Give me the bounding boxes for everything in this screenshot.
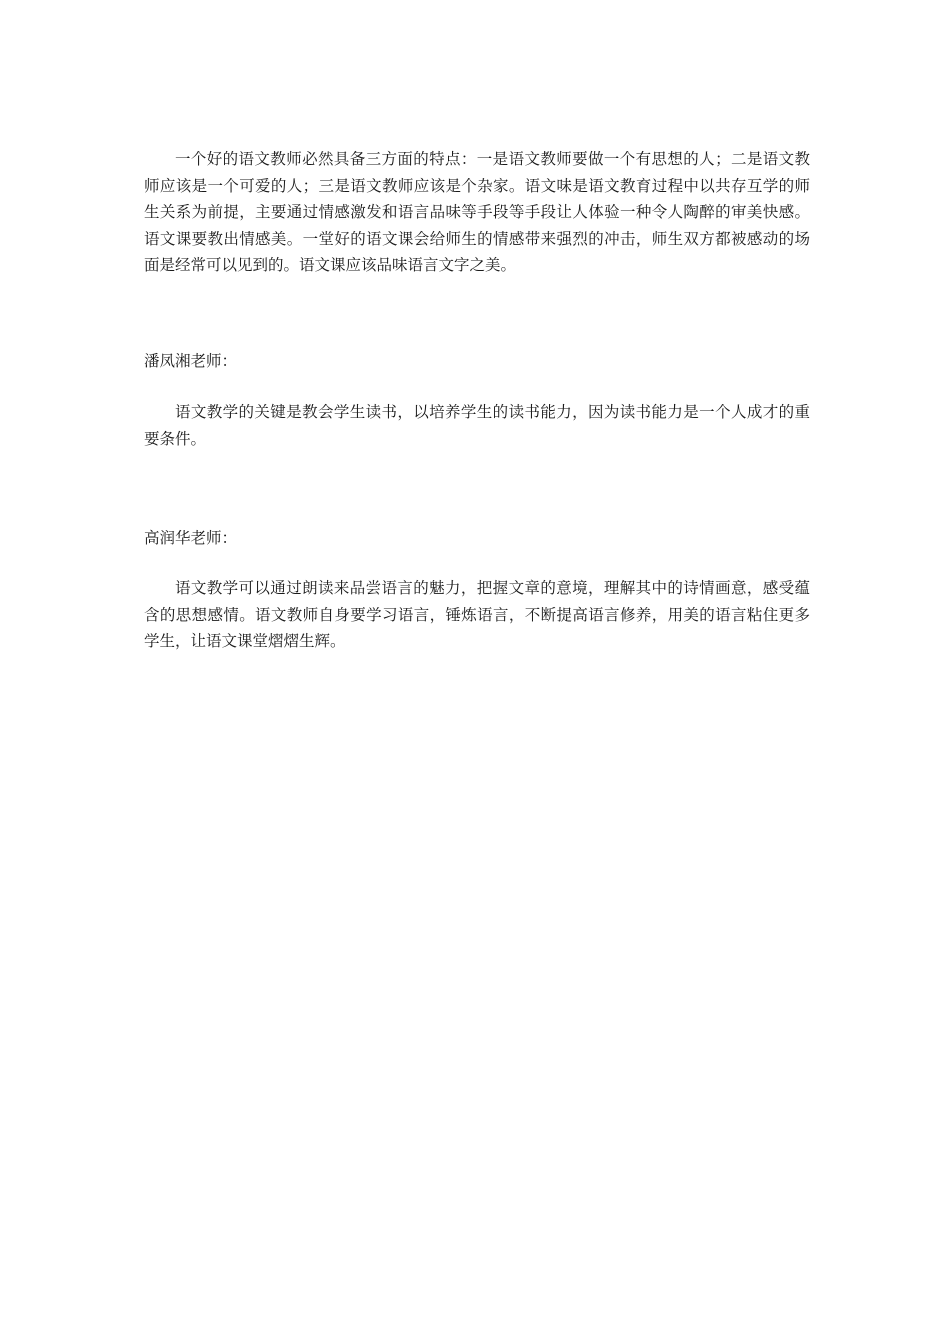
intro-paragraph: 一个好的语文教师必然具备三方面的特点：一是语文教师要做一个有思想的人；二是语文教师应该是一个可爱的人；三是语文教师应该是个杂家。语文味是语文教育过程中以共存互学的师生关系为前提，主要通过情感激发和语言品味等手段等手段让人体验一种令人陶醉的审美快感。语文课要教出情感美。一堂好的语文课会给师生的情感带来强烈的冲击，师生双方都被感动的场面是经常可以见到的。语文课应该品味语言文字之美。 [144, 150, 810, 274]
speaker-name-gao-runhua: 高润华老师： [144, 529, 238, 547]
quote-paragraph-gao-runhua: 语文教学可以通过朗读来品尝语言的魅力，把握文章的意境，理解其中的诗情画意，感受蕴含的思想感情。语文教师自身要学习语言，锤炼语言，不断提高语言修养，用美的语言粘住更多学生，让语文课堂熠熠生辉。 [144, 579, 810, 650]
speaker-name-pan-fengxiang: 潘凤湘老师： [144, 352, 238, 370]
quote-paragraph-pan-fengxiang: 语文教学的关键是教会学生读书，以培养学生的读书能力，因为读书能力是一个人成才的重要条件。 [144, 403, 810, 448]
